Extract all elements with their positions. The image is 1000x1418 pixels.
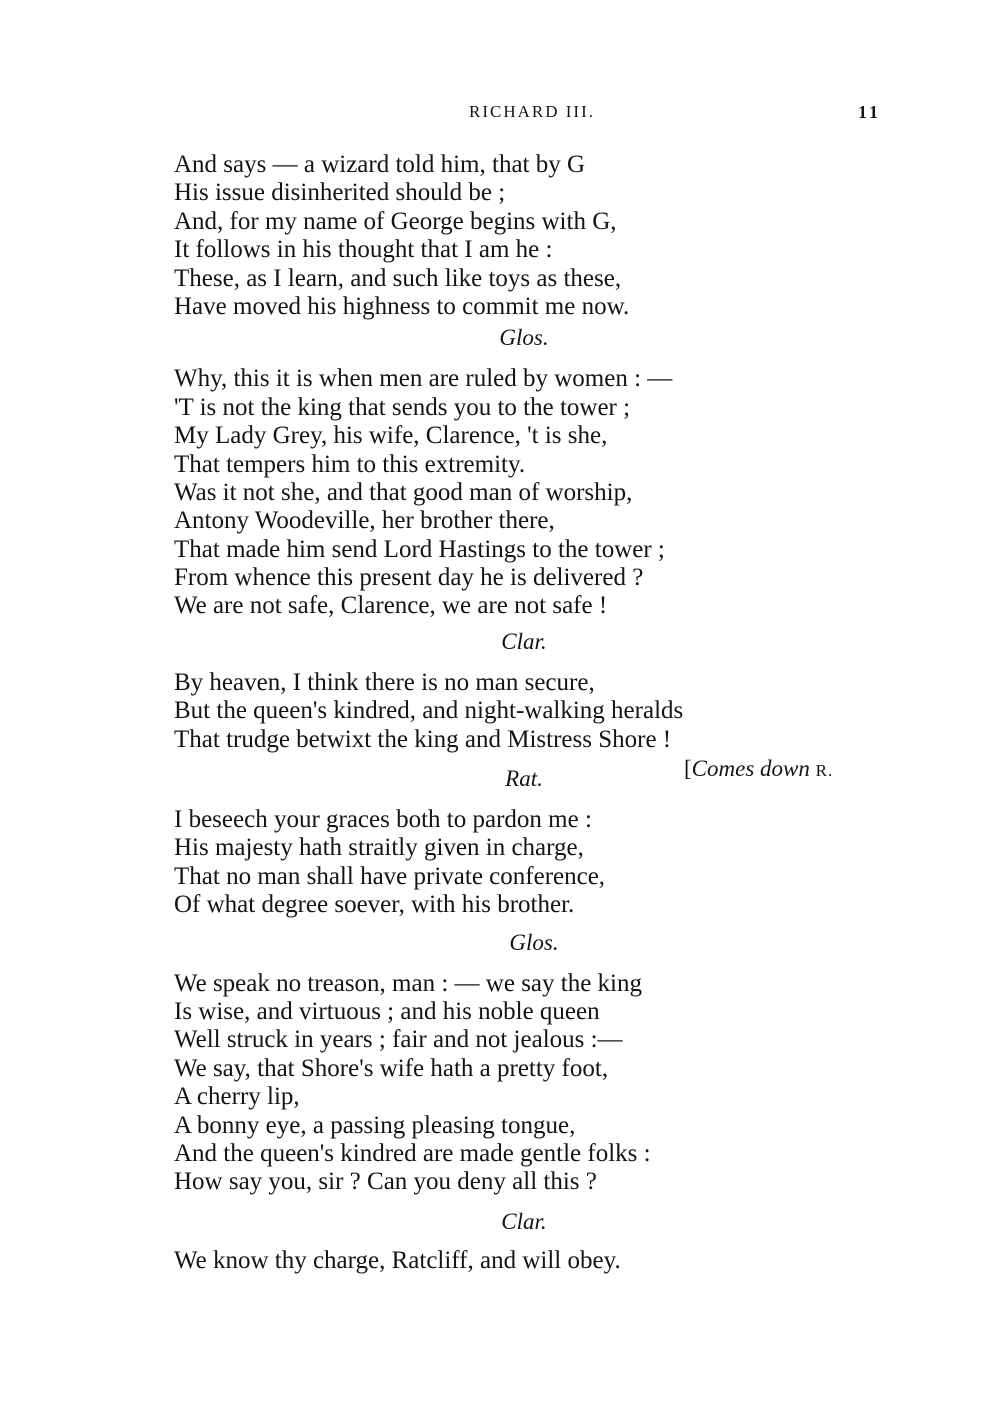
- speech-glos-1: [174, 365, 894, 621]
- verse-line: By heaven, I think there is no man secure,: [174, 668, 595, 696]
- verse-line: A bonny eye, a passing pleasing tongue,: [174, 1111, 576, 1139]
- speaker-heading: [174, 321, 894, 365]
- verse-line: And, for my name of George begins with G,: [174, 207, 617, 235]
- verse-line: We speak no treason, man : — we say the king: [174, 969, 643, 997]
- verse-line: That trudge betwixt the king and Mistress Shore !: [174, 725, 672, 753]
- verse-line: A cherry lip,: [174, 1083, 300, 1111]
- verse-line: It follows in his thought that I am he :: [174, 236, 553, 264]
- verse-line: Of what degree soever, with his brother.: [174, 891, 575, 919]
- verse-line: That tempers him to this extremity.: [174, 450, 526, 478]
- verse-line: 'T is not the king that sends you to the tower ;: [174, 393, 631, 421]
- speech-clar-1: [174, 669, 894, 754]
- page-number: 11: [858, 102, 882, 122]
- verse-line: These, as I learn, and such like toys as these,: [174, 264, 622, 292]
- verse-line: From whence this present day he is delivered ?: [174, 564, 644, 592]
- verse-line: Is wise, and virtuous ; and his noble queen: [174, 997, 600, 1025]
- verse-line: But the queen's kindred, and night-walking heralds: [174, 697, 684, 725]
- verse-clarence-continued: [174, 151, 894, 321]
- verse-line: Have moved his highness to commit me now.: [174, 292, 630, 320]
- verse-line: We know thy charge, Ratcliff, and will obey.: [174, 1246, 621, 1274]
- verse-line: That made him send Lord Hastings to the tower ;: [174, 535, 665, 563]
- verse-line: Why, this it is when men are ruled by women : —: [174, 365, 673, 393]
- running-head: [0, 100, 1000, 124]
- verse-line: And the queen's kindred are made gentle folks :: [174, 1139, 651, 1167]
- speaker-name: Rat.: [505, 766, 543, 792]
- speech-rat: [174, 806, 894, 920]
- speaker-name: Glos.: [509, 929, 559, 955]
- verse-line: My Lady Grey, his wife, Clarence, 't is she,: [174, 422, 608, 450]
- speaker-name: Clar.: [501, 628, 547, 654]
- speech-glos-2: [174, 970, 894, 1197]
- verse-line: I beseech your graces both to pardon me :: [174, 806, 592, 834]
- speech-clar-2: [174, 1247, 894, 1275]
- speaker-heading: [174, 621, 894, 669]
- play-text: [174, 151, 894, 1275]
- stage-direction-side: R.: [815, 761, 834, 781]
- verse-line: Antony Woodeville, her brother there,: [174, 507, 555, 535]
- speaker-heading: [174, 920, 894, 970]
- verse-line: That no man shall have private conference,: [174, 862, 606, 890]
- verse-line: Well struck in years ; fair and not jealous :—: [174, 1026, 623, 1054]
- verse-line: His majesty hath straitly given in charge,: [174, 834, 584, 862]
- running-title: RICHARD III.: [469, 102, 595, 121]
- speaker-name: Clar.: [501, 1208, 547, 1234]
- verse-line: We are not safe, Clarence, we are not safe !: [174, 592, 608, 620]
- verse-line: And says — a wizard told him, that by G: [174, 151, 586, 178]
- stage-direction: [684, 754, 833, 786]
- stage-direction-bracket: [: [684, 756, 692, 782]
- verse-line: Was it not she, and that good man of worship,: [174, 478, 633, 506]
- verse-line: His issue disinherited should be ;: [174, 179, 506, 207]
- verse-line: We say, that Shore's wife hath a pretty foot,: [174, 1054, 609, 1082]
- speaker-heading: [174, 1197, 894, 1247]
- speaker-name: Glos.: [499, 325, 549, 351]
- speaker-heading: [174, 754, 894, 806]
- stage-direction-text: Comes down: [691, 756, 810, 782]
- verse-line: How say you, sir ? Can you deny all this ?: [174, 1168, 597, 1196]
